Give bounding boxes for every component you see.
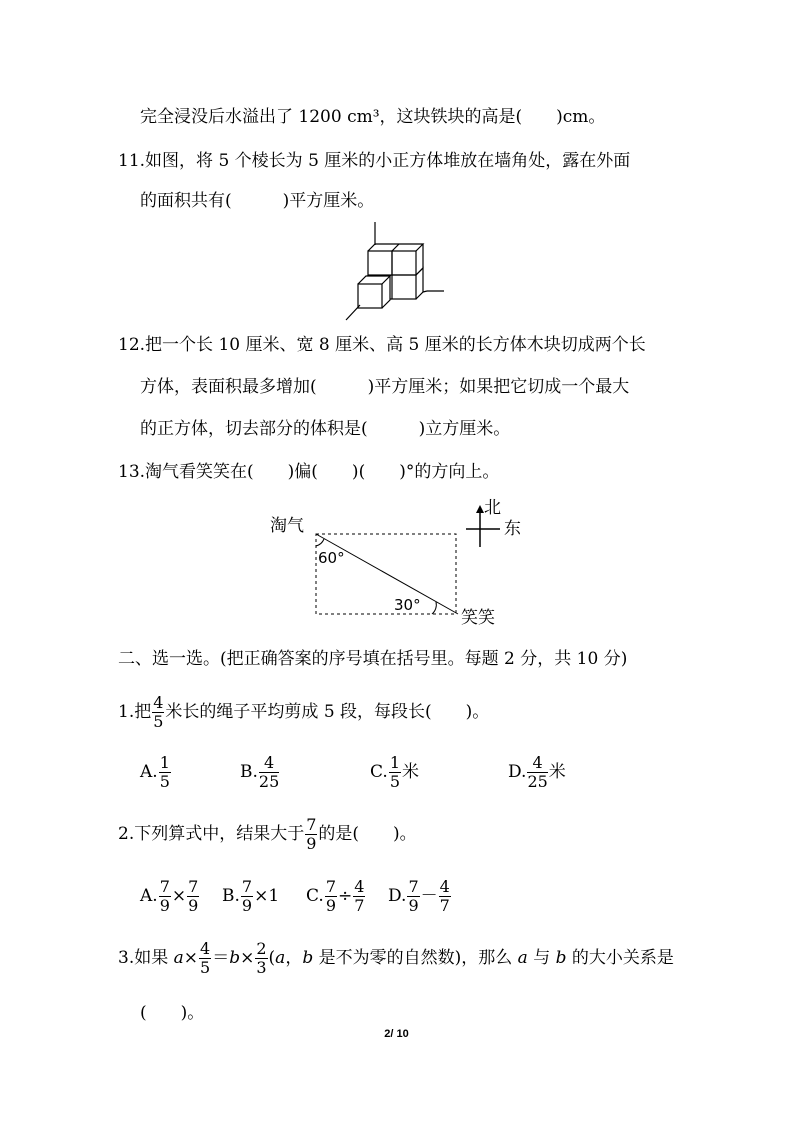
q12-line3: 的正方体，切去部分的体积是( )立方厘米。 [140, 419, 511, 439]
choice1-option-c: C. $\frac{1}{5}$ 米 [370, 753, 419, 791]
choice1-fraction: $\frac{4}{5}$ [153, 693, 164, 731]
choice3-line2: ( )。 [140, 1003, 205, 1023]
choice2-option-d: D. $\frac{7}{9}$ － $\frac{4}{7}$ [388, 877, 450, 915]
choice1-option-a: A. $\frac{1}{5}$ [140, 753, 170, 791]
choice1-option-d: D. $\frac{4}{25}$ 米 [508, 753, 566, 791]
q13-label-xiaoxiao: 笑笑 [461, 608, 495, 628]
q13-angle-30: 30° [394, 596, 421, 614]
choice2-option-b: B. $\frac{7}{9}$ ×1 [222, 877, 280, 915]
choice2-question: 2.下列算式中，结果大于 $\frac{7}{9}$ 的是( )。 [118, 815, 417, 853]
choice1-suffix: 米长的绳子平均剪成 5 段，每段长( )。 [165, 702, 490, 722]
q11-line1: 11.如图，将 5 个棱长为 5 厘米的小正方体堆放在墙角处，露在外面 [118, 151, 631, 171]
q10-tail-text: 完全浸没后水溢出了 1200 cm³，这块铁块的高是( )cm。 [140, 107, 606, 127]
page-number: 2/ 10 [384, 1028, 409, 1040]
section2-heading: 二、选一选。(把正确答案的序号填在括号里。每题 2 分，共 10 分) [118, 649, 628, 669]
choice2-option-c: C. $\frac{7}{9}$ ÷ $\frac{4}{7}$ [306, 877, 365, 915]
compass-north-label: 北 [484, 498, 501, 518]
choice3-question: 3.如果 a× $\frac{4}{5}$ ＝b× $\frac{2}{3}$ (a，b 是不为零的自然数)，那么 a 与 b 的大小关系是 [118, 939, 674, 977]
q12-line2: 方体，表面积最多增加( )平方厘米；如果把它切成一个最大 [140, 377, 630, 397]
q13-text: 13.淘气看笑笑在( )偏( )( )°的方向上。 [118, 462, 500, 482]
q13-label-taoqi: 淘气 [270, 516, 304, 536]
q11-cubes-figure [344, 220, 464, 325]
choice1-question [118, 694, 489, 730]
choice1-prefix: 1.把 [118, 702, 152, 722]
choice1-option-b: B. $\frac{4}{25}$ [240, 753, 280, 791]
choice2-option-a: A. $\frac{7}{9}$ × $\frac{7}{9}$ [140, 877, 199, 915]
q13-angle-60: 60° [318, 549, 345, 567]
choice2-fraction: $\frac{7}{9}$ [306, 815, 317, 853]
q11-line2: 的面积共有( )平方厘米。 [140, 191, 375, 211]
q13-direction-figure [312, 528, 472, 618]
q12-line1: 12.把一个长 10 厘米、宽 8 厘米、高 5 厘米的长方体木块切成两个长 [118, 335, 646, 355]
compass-east-label: 东 [504, 519, 521, 539]
